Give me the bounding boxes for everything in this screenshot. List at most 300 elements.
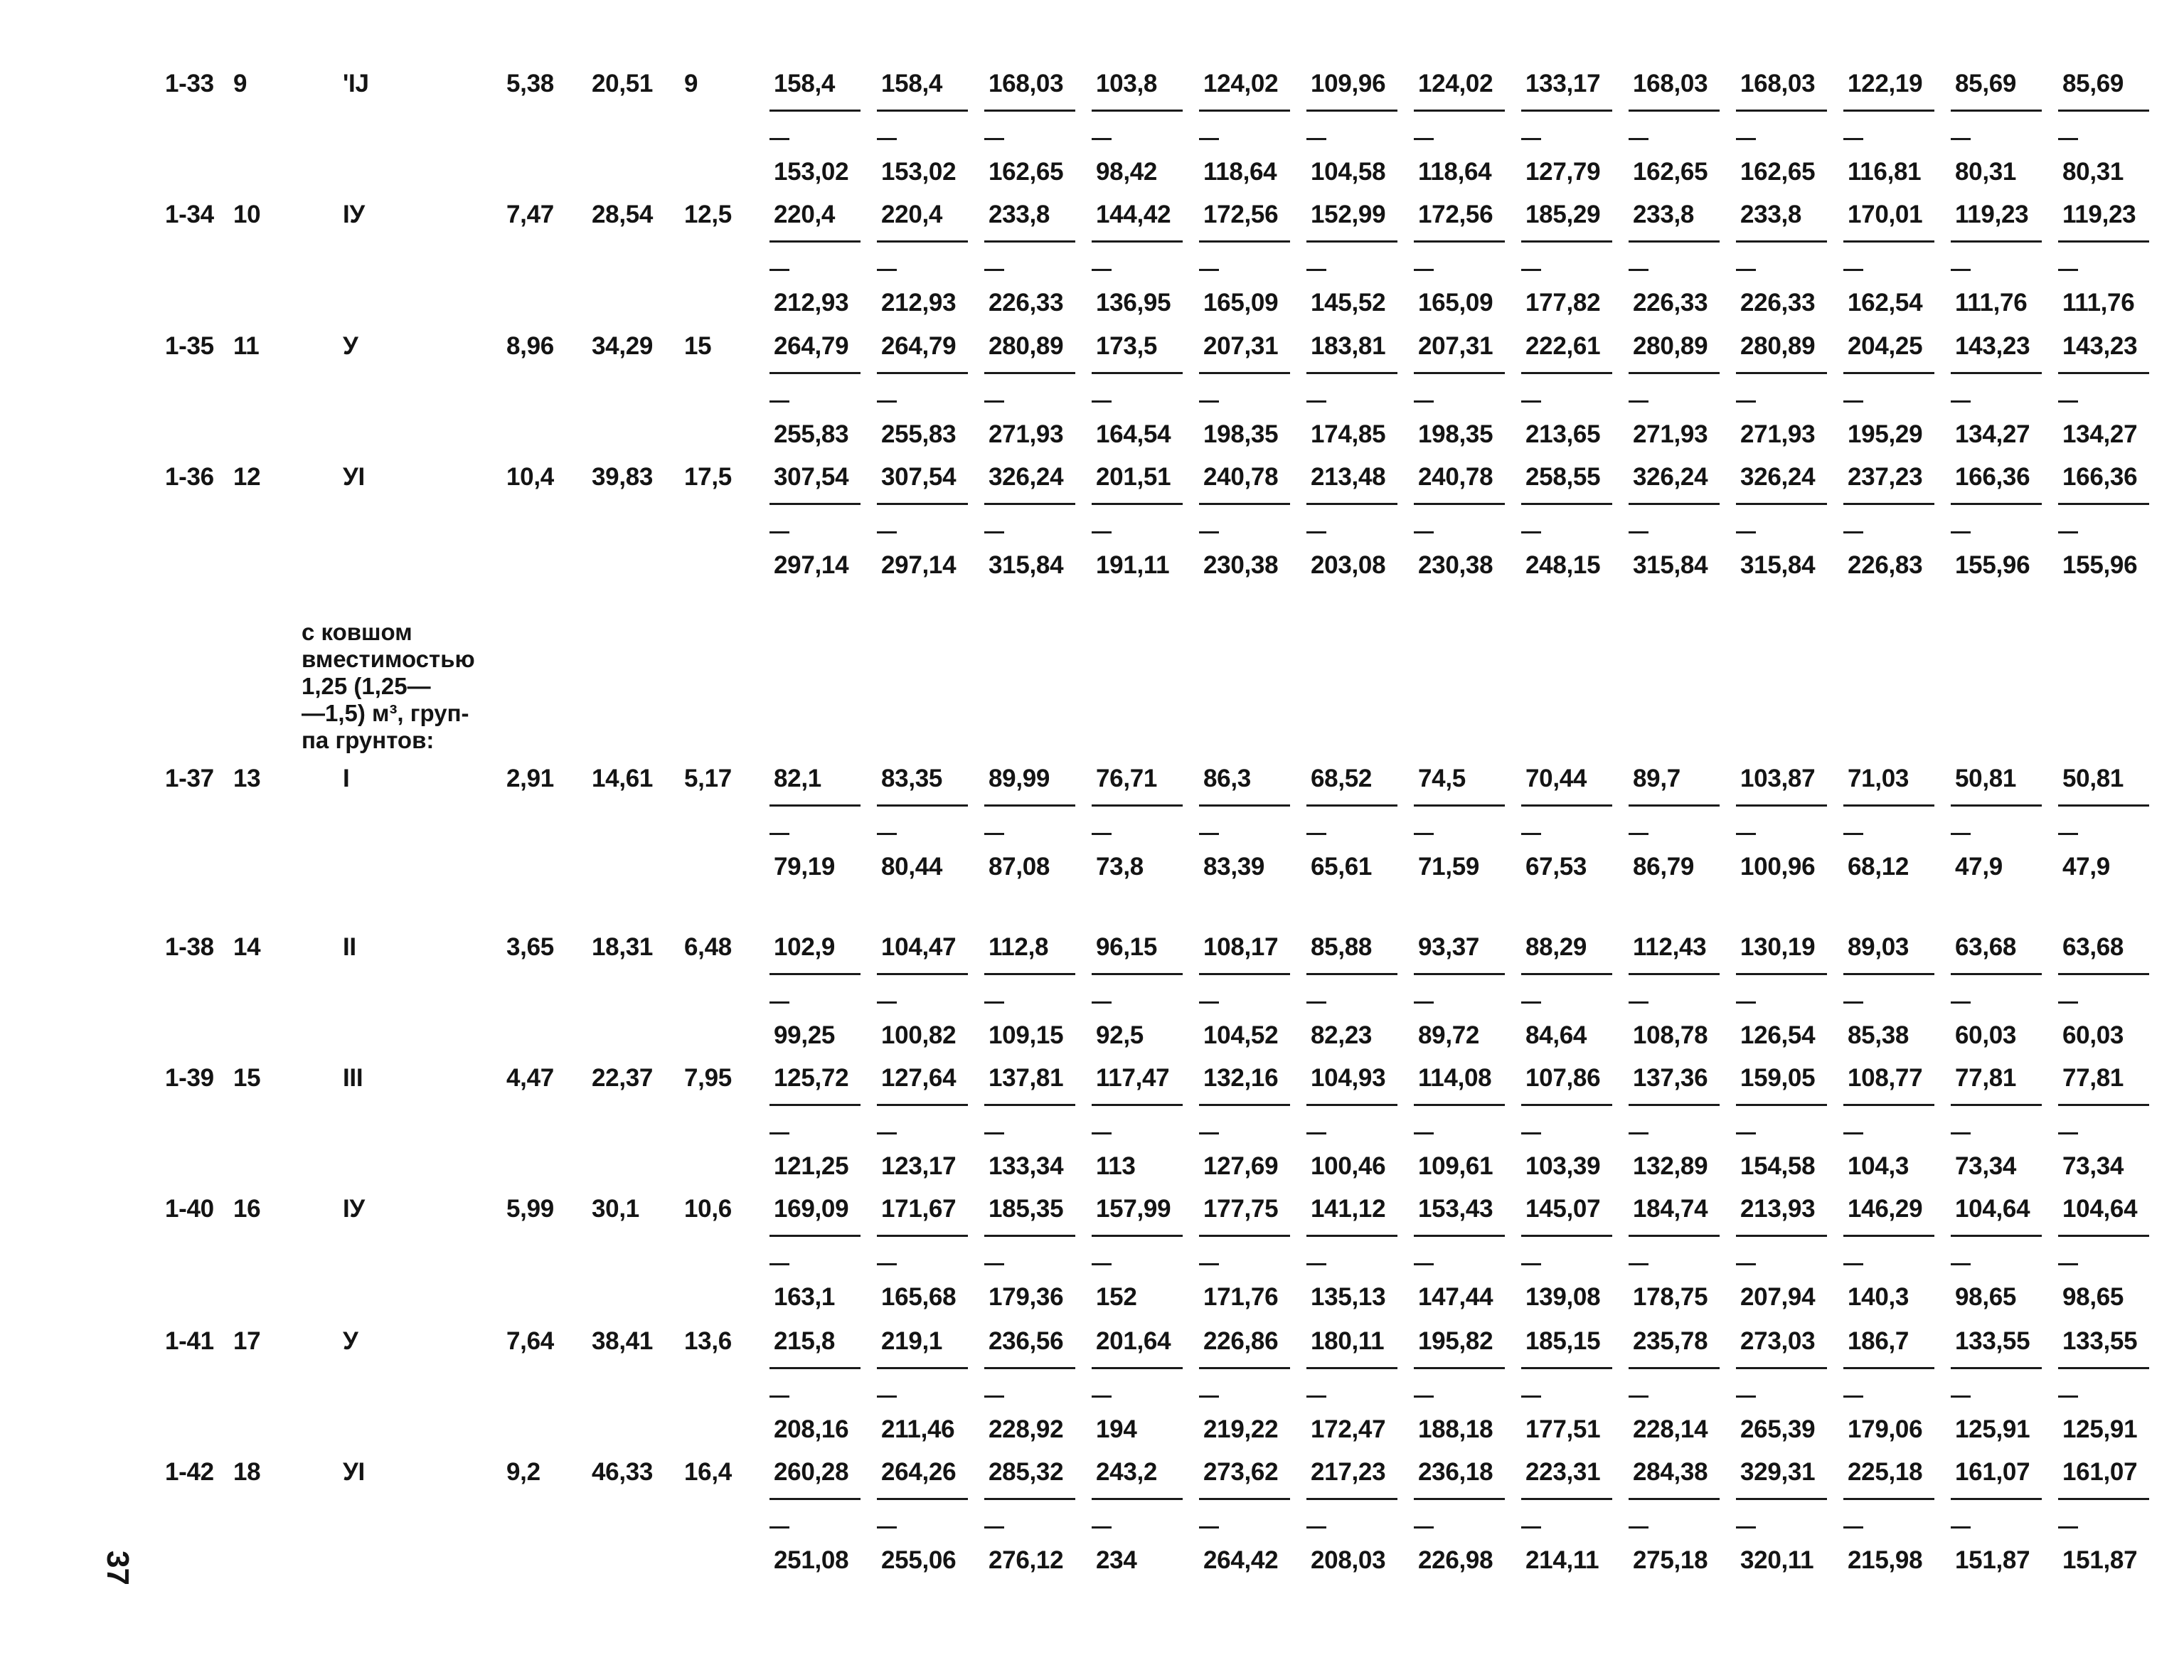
fraction-denominator: 226,98 — [1418, 1546, 1493, 1574]
fraction-bar — [1521, 1498, 1612, 1500]
fraction-stub — [1843, 400, 1863, 403]
fraction-stub — [1414, 138, 1434, 140]
fraction-denominator: 215,98 — [1848, 1546, 1923, 1574]
fraction-bar — [984, 372, 1075, 374]
fraction-numerator: 168,03 — [1740, 70, 1816, 97]
fraction-bar — [877, 1104, 968, 1106]
fraction-bar — [1092, 1104, 1183, 1106]
fraction-denominator: 226,33 — [1740, 289, 1816, 317]
fraction-numerator: 104,64 — [2062, 1195, 2138, 1223]
fraction-denominator: 86,79 — [1633, 853, 1695, 881]
fraction-numerator: 108,17 — [1203, 933, 1279, 961]
fraction-stub — [1306, 269, 1326, 271]
fraction-bar — [1199, 1498, 1290, 1500]
fraction-denominator: 134,27 — [2062, 420, 2138, 448]
fraction-denominator: 80,44 — [881, 853, 943, 881]
fraction-bar — [1843, 973, 1934, 975]
fraction-bar — [1843, 804, 1934, 807]
fraction-stub — [877, 138, 897, 140]
fraction-numerator: 70,44 — [1525, 765, 1587, 792]
fraction-bar — [1414, 804, 1505, 807]
fraction-stub — [984, 1001, 1004, 1004]
fraction-stub — [1199, 833, 1219, 835]
fraction-stub — [1951, 1132, 1971, 1134]
value-a: 5,38 — [506, 70, 554, 97]
fraction-bar — [984, 1367, 1075, 1369]
fraction-stub — [769, 1132, 789, 1134]
fraction-bar — [1414, 1367, 1505, 1369]
fraction-numerator: 130,19 — [1740, 933, 1816, 961]
fraction-stub — [1629, 400, 1648, 403]
fraction-bar — [2058, 804, 2149, 807]
soil-group: УI — [343, 463, 365, 491]
fraction-numerator: 107,86 — [1525, 1064, 1601, 1092]
value-b: 30,1 — [592, 1195, 639, 1223]
fraction-bar — [877, 372, 968, 374]
fraction-denominator: 83,39 — [1203, 853, 1265, 881]
row-code: 1-35 — [165, 332, 214, 360]
fraction-denominator: 135,13 — [1311, 1283, 1386, 1311]
fraction-numerator: 326,24 — [1633, 463, 1708, 491]
fraction-bar — [877, 503, 968, 505]
fraction-numerator: 168,03 — [1633, 70, 1708, 97]
fraction-bar — [1414, 1104, 1505, 1106]
fraction-stub — [1521, 1263, 1541, 1265]
fraction-stub — [2058, 1526, 2078, 1529]
fraction-numerator: 63,68 — [1955, 933, 2017, 961]
fraction-bar — [877, 804, 968, 807]
fraction-numerator: 133,55 — [2062, 1327, 2138, 1355]
fraction-stub — [1736, 138, 1756, 140]
fraction-numerator: 166,36 — [2062, 463, 2138, 491]
fraction-bar — [1199, 503, 1290, 505]
fraction-stub — [1306, 531, 1326, 533]
fraction-denominator: 85,38 — [1848, 1021, 1909, 1049]
fraction-numerator: 117,47 — [1096, 1064, 1170, 1092]
fraction-bar — [2058, 1104, 2149, 1106]
fraction-stub — [1843, 138, 1863, 140]
fraction-denominator: 133,34 — [989, 1152, 1064, 1180]
fraction-numerator: 157,99 — [1096, 1195, 1171, 1223]
fraction-denominator: 177,51 — [1525, 1415, 1601, 1443]
fraction-bar — [1736, 503, 1827, 505]
fraction-denominator: 126,54 — [1740, 1021, 1816, 1049]
fraction-stub — [984, 833, 1004, 835]
page-number: 37 — [100, 1551, 135, 1585]
soil-group: УI — [343, 1458, 365, 1486]
fraction-bar — [769, 1104, 861, 1106]
fraction-denominator: 139,08 — [1525, 1283, 1601, 1311]
fraction-numerator: 258,55 — [1525, 463, 1601, 491]
fraction-denominator: 153,02 — [881, 158, 957, 186]
row-code: 1-40 — [165, 1195, 214, 1223]
fraction-bar — [2058, 1235, 2149, 1237]
group-note-line: 1,25 (1,25— — [302, 673, 431, 699]
fraction-stub — [1843, 1526, 1863, 1529]
fraction-stub — [1951, 833, 1971, 835]
soil-group: IУ — [343, 1195, 365, 1223]
fraction-stub — [1521, 138, 1541, 140]
fraction-bar — [1414, 503, 1505, 505]
fraction-denominator: 47,9 — [2062, 853, 2110, 881]
soil-group: IУ — [343, 201, 365, 228]
fraction-stub — [1521, 400, 1541, 403]
fraction-numerator: 153,43 — [1418, 1195, 1493, 1223]
fraction-bar — [1951, 804, 2042, 807]
fraction-numerator: 122,19 — [1848, 70, 1923, 97]
fraction-stub — [1199, 1132, 1219, 1134]
fraction-numerator: 112,43 — [1633, 933, 1707, 961]
fraction-stub — [1521, 531, 1541, 533]
fraction-stub — [1951, 531, 1971, 533]
fraction-numerator: 240,78 — [1418, 463, 1493, 491]
fraction-denominator: 228,92 — [989, 1415, 1064, 1443]
fraction-stub — [984, 1526, 1004, 1529]
fraction-stub — [1414, 1001, 1434, 1004]
fraction-stub — [1629, 531, 1648, 533]
fraction-bar — [1629, 973, 1720, 975]
fraction-denominator: 140,3 — [1848, 1283, 1909, 1311]
fraction-stub — [1092, 833, 1112, 835]
fraction-stub — [2058, 833, 2078, 835]
fraction-denominator: 162,65 — [1740, 158, 1816, 186]
fraction-stub — [984, 531, 1004, 533]
fraction-numerator: 307,54 — [881, 463, 957, 491]
fraction-numerator: 185,29 — [1525, 201, 1601, 228]
fraction-denominator: 125,91 — [2062, 1415, 2138, 1443]
fraction-numerator: 284,38 — [1633, 1458, 1708, 1486]
fraction-bar — [769, 804, 861, 807]
fraction-numerator: 103,8 — [1096, 70, 1158, 97]
fraction-numerator: 264,79 — [881, 332, 957, 360]
value-b: 28,54 — [592, 201, 654, 228]
soil-group: У — [343, 1327, 358, 1355]
fraction-denominator: 164,54 — [1096, 420, 1171, 448]
fraction-stub — [769, 1395, 789, 1398]
fraction-stub — [1629, 833, 1648, 835]
fraction-denominator: 163,1 — [774, 1283, 836, 1311]
fraction-numerator: 74,5 — [1418, 765, 1466, 792]
fraction-bar — [877, 110, 968, 112]
fraction-bar — [1736, 804, 1827, 807]
fraction-stub — [769, 531, 789, 533]
fraction-numerator: 177,75 — [1203, 1195, 1279, 1223]
fraction-numerator: 220,4 — [881, 201, 943, 228]
fraction-numerator: 264,26 — [881, 1458, 957, 1486]
fraction-bar — [769, 1498, 861, 1500]
fraction-bar — [1736, 372, 1827, 374]
fraction-denominator: 214,11 — [1525, 1546, 1599, 1574]
fraction-denominator: 98,65 — [2062, 1283, 2124, 1311]
fraction-denominator: 151,87 — [1955, 1546, 2030, 1574]
fraction-bar — [1092, 503, 1183, 505]
fraction-bar — [1521, 503, 1612, 505]
fraction-bar — [1951, 240, 2042, 243]
fraction-numerator: 307,54 — [774, 463, 849, 491]
fraction-numerator: 89,03 — [1848, 933, 1909, 961]
fraction-numerator: 273,62 — [1203, 1458, 1279, 1486]
fraction-numerator: 169,09 — [774, 1195, 849, 1223]
fraction-stub — [1629, 1263, 1648, 1265]
fraction-denominator: 68,12 — [1848, 853, 1909, 881]
fraction-numerator: 141,12 — [1311, 1195, 1386, 1223]
fraction-numerator: 233,8 — [1740, 201, 1802, 228]
fraction-denominator: 228,14 — [1633, 1415, 1708, 1443]
fraction-bar — [1199, 372, 1290, 374]
fraction-numerator: 83,35 — [881, 765, 943, 792]
fraction-stub — [1521, 1001, 1541, 1004]
fraction-stub — [877, 400, 897, 403]
value-a: 3,65 — [506, 933, 554, 961]
fraction-stub — [1306, 1001, 1326, 1004]
fraction-denominator: 213,65 — [1525, 420, 1601, 448]
fraction-bar — [1629, 110, 1720, 112]
fraction-denominator: 100,96 — [1740, 853, 1816, 881]
fraction-numerator: 137,81 — [989, 1064, 1064, 1092]
fraction-bar — [1951, 1235, 2042, 1237]
value-c: 12,5 — [684, 201, 732, 228]
fraction-bar — [1306, 1367, 1397, 1369]
fraction-stub — [1629, 1001, 1648, 1004]
fraction-stub — [1092, 1001, 1112, 1004]
fraction-denominator: 315,84 — [1633, 551, 1708, 579]
fraction-denominator: 100,46 — [1311, 1152, 1386, 1180]
fraction-numerator: 89,7 — [1633, 765, 1680, 792]
fraction-bar — [1951, 503, 2042, 505]
fraction-denominator: 136,95 — [1096, 289, 1171, 317]
fraction-denominator: 109,15 — [989, 1021, 1064, 1049]
fraction-stub — [769, 1001, 789, 1004]
fraction-bar — [1736, 1367, 1827, 1369]
fraction-denominator: 108,78 — [1633, 1021, 1708, 1049]
fraction-stub — [769, 1526, 789, 1529]
fraction-stub — [984, 269, 1004, 271]
fraction-numerator: 133,55 — [1955, 1327, 2030, 1355]
fraction-denominator: 82,23 — [1311, 1021, 1373, 1049]
fraction-numerator: 109,96 — [1311, 70, 1386, 97]
fraction-bar — [1199, 973, 1290, 975]
fraction-bar — [1199, 1104, 1290, 1106]
fraction-bar — [1306, 1104, 1397, 1106]
fraction-denominator: 127,79 — [1525, 158, 1601, 186]
fraction-stub — [1736, 1001, 1756, 1004]
value-c: 7,95 — [684, 1064, 732, 1092]
fraction-stub — [877, 1001, 897, 1004]
fraction-bar — [2058, 240, 2149, 243]
fraction-stub — [1843, 269, 1863, 271]
fraction-numerator: 112,8 — [989, 933, 1049, 961]
fraction-stub — [2058, 269, 2078, 271]
value-a: 5,99 — [506, 1195, 554, 1223]
value-c: 5,17 — [684, 765, 732, 792]
fraction-bar — [1521, 973, 1612, 975]
fraction-bar — [769, 1367, 861, 1369]
group-note-line: с ковшом — [302, 619, 412, 645]
fraction-bar — [1843, 503, 1934, 505]
fraction-numerator: 137,36 — [1633, 1064, 1708, 1092]
fraction-stub — [984, 1132, 1004, 1134]
fraction-bar — [1951, 372, 2042, 374]
fraction-numerator: 119,23 — [2062, 201, 2136, 228]
fraction-denominator: 297,14 — [774, 551, 849, 579]
value-b: 20,51 — [592, 70, 654, 97]
fraction-bar — [1414, 973, 1505, 975]
fraction-bar — [769, 503, 861, 505]
fraction-bar — [1521, 110, 1612, 112]
fraction-stub — [1521, 1526, 1541, 1529]
fraction-denominator: 162,65 — [1633, 158, 1708, 186]
fraction-denominator: 194 — [1096, 1415, 1137, 1443]
fraction-bar — [984, 110, 1075, 112]
fraction-bar — [1521, 240, 1612, 243]
fraction-denominator: 234 — [1096, 1546, 1137, 1574]
fraction-denominator: 195,29 — [1848, 420, 1923, 448]
fraction-stub — [1199, 269, 1219, 271]
fraction-bar — [1843, 1498, 1934, 1500]
soil-group: III — [343, 1064, 363, 1092]
fraction-stub — [1092, 1132, 1112, 1134]
value-a: 10,4 — [506, 463, 554, 491]
fraction-numerator: 152,99 — [1311, 201, 1386, 228]
fraction-bar — [1092, 240, 1183, 243]
fraction-denominator: 271,93 — [989, 420, 1064, 448]
row-code: 1-37 — [165, 765, 214, 792]
fraction-numerator: 85,88 — [1311, 933, 1373, 961]
value-b: 14,61 — [592, 765, 654, 792]
fraction-bar — [1092, 804, 1183, 807]
fraction-stub — [1414, 1132, 1434, 1134]
fraction-denominator: 172,47 — [1311, 1415, 1386, 1443]
fraction-denominator: 207,94 — [1740, 1283, 1816, 1311]
fraction-stub — [877, 833, 897, 835]
fraction-stub — [1199, 1263, 1219, 1265]
fraction-numerator: 145,07 — [1525, 1195, 1601, 1223]
fraction-bar — [1951, 1498, 2042, 1500]
fraction-stub — [1199, 531, 1219, 533]
fraction-stub — [2058, 400, 2078, 403]
fraction-stub — [1736, 1132, 1756, 1134]
fraction-stub — [1951, 138, 1971, 140]
fraction-stub — [1843, 1001, 1863, 1004]
fraction-stub — [1414, 1395, 1434, 1398]
fraction-bar — [1092, 973, 1183, 975]
group-note-line: —1,5) м³, груп- — [302, 700, 469, 726]
fraction-bar — [2058, 503, 2149, 505]
fraction-bar — [1306, 110, 1397, 112]
fraction-stub — [1092, 1263, 1112, 1265]
fraction-denominator: 104,3 — [1848, 1152, 1909, 1180]
fraction-bar — [1843, 110, 1934, 112]
fraction-bar — [1306, 1498, 1397, 1500]
fraction-stub — [2058, 138, 2078, 140]
fraction-bar — [1629, 1235, 1720, 1237]
group-note-line: вместимостью — [302, 646, 475, 672]
row-number: 14 — [233, 933, 261, 961]
fraction-denominator: 230,38 — [1203, 551, 1279, 579]
fraction-numerator: 243,2 — [1096, 1458, 1158, 1486]
fraction-numerator: 144,42 — [1096, 201, 1171, 228]
fraction-numerator: 264,79 — [774, 332, 849, 360]
fraction-numerator: 68,52 — [1311, 765, 1373, 792]
fraction-stub — [1414, 1263, 1434, 1265]
fraction-denominator: 65,61 — [1311, 853, 1373, 881]
fraction-bar — [1414, 240, 1505, 243]
fraction-stub — [1736, 1526, 1756, 1529]
fraction-stub — [1414, 833, 1434, 835]
fraction-bar — [769, 240, 861, 243]
fraction-numerator: 213,93 — [1740, 1195, 1816, 1223]
fraction-bar — [1306, 804, 1397, 807]
fraction-bar — [1521, 1235, 1612, 1237]
fraction-stub — [1306, 833, 1326, 835]
fraction-numerator: 207,31 — [1203, 332, 1279, 360]
fraction-denominator: 271,93 — [1740, 420, 1816, 448]
value-c: 17,5 — [684, 463, 732, 491]
fraction-denominator: 87,08 — [989, 853, 1050, 881]
fraction-bar — [769, 110, 861, 112]
row-code: 1-42 — [165, 1458, 214, 1486]
soil-group: 'IJ — [343, 70, 369, 97]
fraction-stub — [877, 269, 897, 271]
fraction-denominator: 297,14 — [881, 551, 957, 579]
fraction-bar — [1736, 1235, 1827, 1237]
fraction-numerator: 108,77 — [1848, 1064, 1923, 1092]
fraction-denominator: 162,54 — [1848, 289, 1923, 317]
fraction-denominator: 123,17 — [881, 1152, 957, 1180]
fraction-stub — [2058, 1001, 2078, 1004]
fraction-numerator: 102,9 — [774, 933, 836, 961]
fraction-stub — [769, 269, 789, 271]
fraction-numerator: 233,8 — [989, 201, 1050, 228]
fraction-numerator: 104,47 — [881, 933, 957, 961]
fraction-numerator: 146,29 — [1848, 1195, 1923, 1223]
fraction-bar — [877, 240, 968, 243]
fraction-numerator: 125,72 — [774, 1064, 849, 1092]
row-number: 15 — [233, 1064, 261, 1092]
fraction-stub — [1306, 1132, 1326, 1134]
row-number: 16 — [233, 1195, 261, 1223]
fraction-bar — [984, 1235, 1075, 1237]
fraction-numerator: 201,64 — [1096, 1327, 1171, 1355]
fraction-numerator: 180,11 — [1311, 1327, 1385, 1355]
fraction-numerator: 226,86 — [1203, 1327, 1279, 1355]
fraction-numerator: 124,02 — [1418, 70, 1493, 97]
fraction-denominator: 275,18 — [1633, 1546, 1708, 1574]
fraction-bar — [984, 1498, 1075, 1500]
fraction-denominator: 203,08 — [1311, 551, 1386, 579]
fraction-numerator: 50,81 — [2062, 765, 2124, 792]
fraction-numerator: 88,29 — [1525, 933, 1587, 961]
fraction-denominator: 132,89 — [1633, 1152, 1708, 1180]
fraction-numerator: 133,17 — [1525, 70, 1601, 97]
fraction-numerator: 158,4 — [774, 70, 836, 97]
fraction-numerator: 89,99 — [989, 765, 1050, 792]
fraction-numerator: 222,61 — [1525, 332, 1601, 360]
value-b: 34,29 — [592, 332, 654, 360]
fraction-numerator: 215,8 — [774, 1327, 836, 1355]
fraction-numerator: 223,31 — [1525, 1458, 1601, 1486]
fraction-denominator: 208,16 — [774, 1415, 849, 1443]
fraction-stub — [984, 400, 1004, 403]
fraction-bar — [2058, 372, 2149, 374]
fraction-bar — [1629, 240, 1720, 243]
fraction-denominator: 165,09 — [1203, 289, 1279, 317]
fraction-bar — [2058, 1367, 2149, 1369]
fraction-denominator: 315,84 — [989, 551, 1064, 579]
fraction-numerator: 280,89 — [1633, 332, 1708, 360]
fraction-denominator: 211,46 — [881, 1415, 955, 1443]
fraction-numerator: 183,81 — [1311, 332, 1386, 360]
